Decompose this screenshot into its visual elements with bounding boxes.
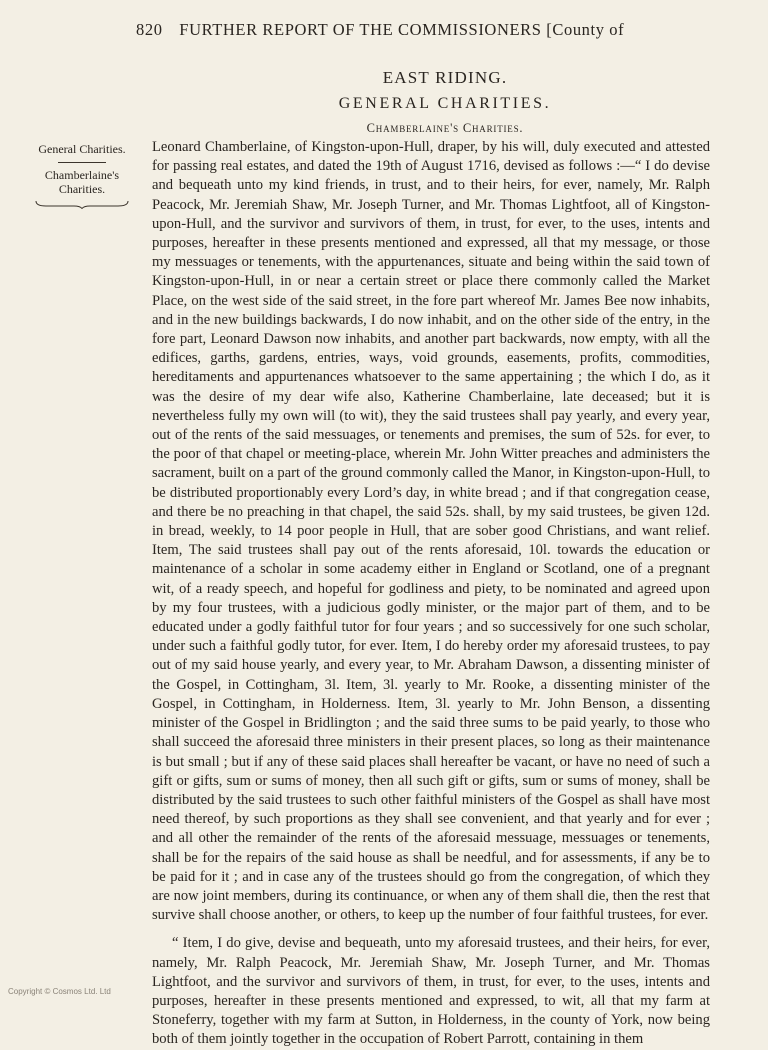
margin-notes xyxy=(26,142,138,209)
margin-divider xyxy=(58,162,106,163)
body-text xyxy=(152,138,710,1050)
running-head-county: [County of xyxy=(546,20,625,39)
copyright-watermark: Copyright © Cosmos Ltd. Ltd xyxy=(8,987,111,996)
running-head-title: FURTHER REPORT OF THE COMMISSIONERS xyxy=(179,20,542,39)
section-heading: GENERAL CHARITIES. xyxy=(338,95,552,112)
paragraph: “ Item, I do give, devise and bequeath, unto my aforesaid trustees, and their heirs, for ever, namely, Mr. Ralph Peacock, Mr. Jeremiah Shaw, Mr. Joseph Turner, and Mr. Thomas Lightfoot, and the survivor and survivors of them, in trust, for ever, to the uses, intents and purposes, hereafter in these presents mentioned and expressed, to wit, all that my farm at Stoneferry, together with my farm at Sutton, in Holderness, in the county of York, now being both of them jointly together in the occupation of Robert Parrott, containing in them xyxy=(152,935,710,1048)
brace-ornament xyxy=(34,199,130,209)
running-head xyxy=(136,20,720,40)
paragraph: Leonard Chamberlaine, of Kingston-upon-Hull, draper, by his will, duly executed and attested for passing real estates, and dated the 19th of August 1716, devised as follows :—“ I do devise and bequeath unto my kind friends, in trust, and to their heirs, for ever, namely, Mr. Ralph Peacock, Mr. Jeremiah Shaw, Mr. Joseph Turner, and Mr. Thomas Lightfoot, all of Kingston-upon-Hull, and the survivor and survivors of them, in trust, for ever, to the uses, intents and purposes, hereafter in these presents mentioned and expressed, all that my message, or those my messuages or tenements, with the appurtenances, situate and being within the said town of Kingston-upon-Hull, in or near a certain street or place there commonly called the Market Place, on the west side of the said street, in the fore part whereof Mr. James Bee now inhabits, and in the new buildings backwards, I do now inhabit, and on the other side of the entry, in the fore part, Leonard Dawson now inhabits, and another part backwards, now empty, with all the edifices, garths, gardens, entries, ways, void grounds, easements, profits, commodities, hereditaments and appurtenances whatsoever to the same appertaining ; the which I do, as it was the desire of my dear wife also, Katherine Chamberlaine, late deceased; but it is nevertheless fully my own will (to wit), they the said trustees shall pay yearly, and every year, out of the rents of the said messuages, or tenements and premises, the sum of 52s. for ever, to the poor of that chapel or meeting-place, wherein Mr. John Witter preaches and administers the sacrament, built on a part of the ground commonly called the Manor, in Kingston-upon-Hull, to be distributed proportionably every Lord’s day, in white bread ; and if that congregation cease, and there be no preaching in that chapel, the said 52s. shall, by my said trustees, be given 12d. in bread, weekly, to 14 poor people in Hull, that are sober good Christians, and want relief. Item, The said trustees shall pay out of the rents aforesaid, 10l. towards the education or maintenance of a scholar in some academy either in England or Scotland, one of a pregnant wit, of a ready speech, and hopeful for godliness and piety, to be nominated and agreed upon by my four trustees, with a judicious godly minister, or the major part of them, and to be educated under a godly faithful tutor for four years ; and so successively for one such scholar, under such a faithful godly tutor, for ever. Item, I do hereby order my aforesaid trustees, to pay out of my said house yearly, and every year, to Mr. Abraham Dawson, a dissenting minister of the Gospel, in Cottingham, 3l. Item, 3l. yearly to Mr. Rooke, a dissenting minister of the Gospel, in Cottingham, in Holderness. Item, 3l. yearly to Mr. John Benson, a dissenting minister of the Gospel in Bridlington ; and the said three sums to be paid yearly, to those who shall succeed the aforesaid three ministers in their present places, so long as their maintenance is but small ; but if any of these said places shall hereafter be vacant, or have no need of such a gift or gifts, sum or sums of money, then all such gift or gifts, sum or sums of money, shall be distributed by the said trustees to such other faithful ministers of the Gospel as shall have most need thereof, by such proportions as they shall see convenient, and that yearly and for ever ; and all other the remainder of the rents of the aforesaid messuage, messuages or tenements, shall be for the repairs of the said house as shall be needful, and for assessments, if any be to be paid for it ; and in case any of the trustees should go from the congregation, of which they are now joint members, during its continuance, or when any of them shall die, then the rest that survive shall choose another, or others, to keep up the number of four faithful trustees, for ever. xyxy=(152,139,710,924)
page-number: 820 xyxy=(136,20,163,39)
region-heading: EAST RIDING. xyxy=(382,68,508,87)
subsection-heading: Chamberlaine's Charities. xyxy=(366,121,524,135)
margin-note-secondary: Chamberlaine's Charities. xyxy=(44,168,120,196)
margin-note-primary: General Charities. xyxy=(38,142,126,156)
